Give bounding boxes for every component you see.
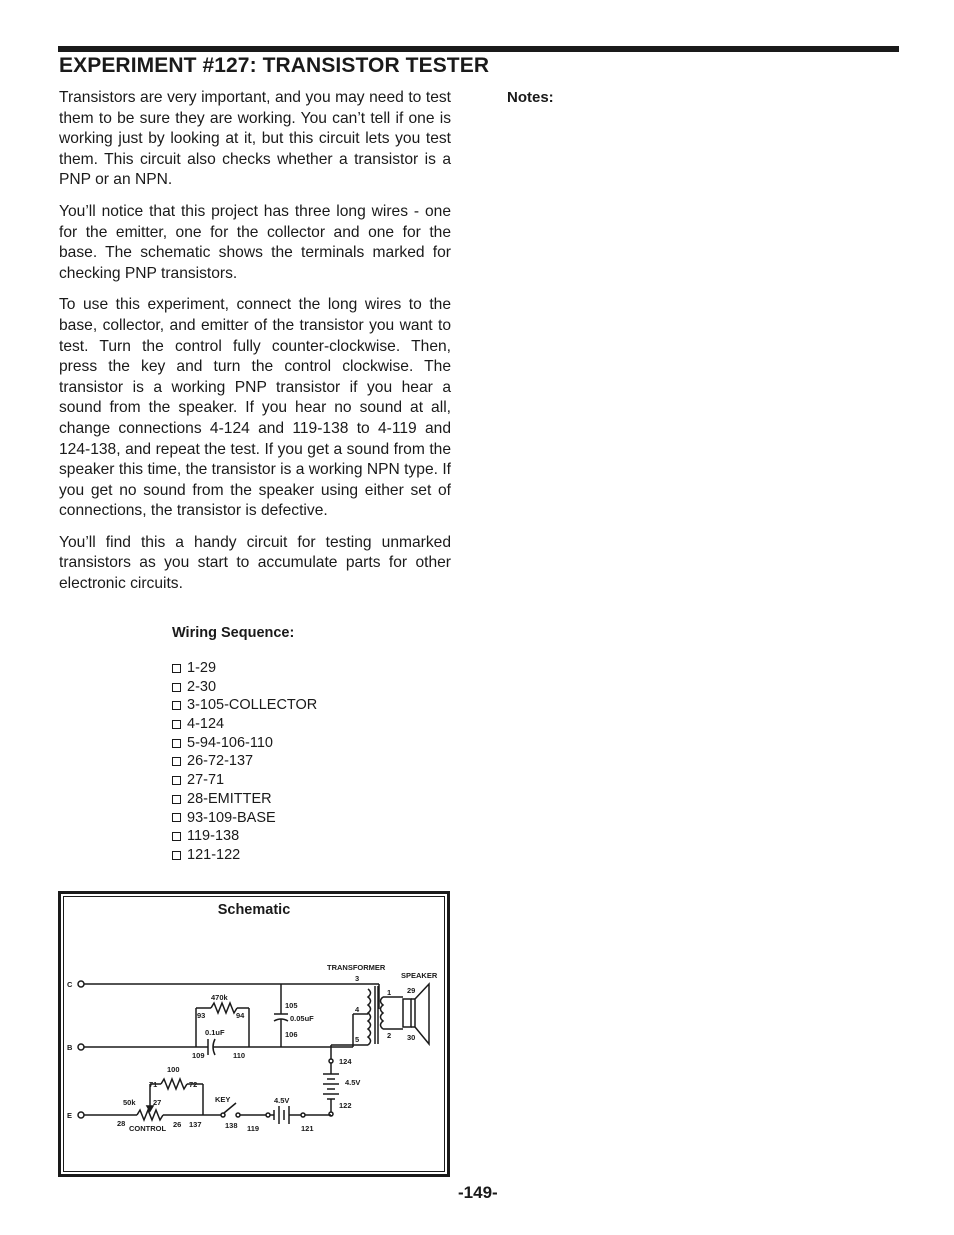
wiring-item-label: 27-71 [187, 772, 225, 789]
label-27: 27 [153, 1098, 162, 1107]
wiring-item-label: 4-124 [187, 716, 225, 733]
paragraph: You’ll notice that this project has three long wires - one for the emitter, one for the collector and one for the base. The schematic shows the terminals marked for checking PNP transistors. [59, 202, 451, 282]
wiring-item [172, 846, 317, 865]
label-t4: 4 [355, 1005, 360, 1014]
label-72: 72 [189, 1080, 198, 1089]
label-bat2: 4.5V [274, 1096, 290, 1105]
paragraph: Transistors are very important, and you may need to test them to be sure they are working. You can’t tell if one is working just by looking at it, but this circuit lets you test them. This circuit also checks whether a transistor is a PNP or an NPN. [59, 89, 451, 189]
wiring-item-label: 121-122 [187, 846, 241, 863]
label-key: KEY [215, 1095, 231, 1104]
wiring-item [172, 790, 317, 809]
checkbox-icon[interactable] [172, 776, 181, 785]
checkbox-icon[interactable] [172, 720, 181, 729]
wiring-item [172, 696, 317, 715]
schematic-diagram [61, 894, 447, 1174]
terminal-e[interactable] [78, 1112, 84, 1118]
label-106: 106 [285, 1030, 298, 1039]
label-t2: 2 [387, 1031, 392, 1040]
speaker-magnet [403, 999, 411, 1027]
label-124: 124 [339, 1057, 352, 1066]
wiring-item-label: 3-105-COLLECTOR [187, 697, 318, 714]
key-switch[interactable] [224, 1103, 236, 1113]
label-t1: 1 [387, 988, 392, 997]
label-93: 93 [197, 1011, 206, 1020]
label-c: C [67, 980, 73, 989]
key-contact [221, 1113, 225, 1117]
terminal-121 [301, 1113, 305, 1117]
notes-label: Notes: [507, 89, 554, 106]
checkbox-icon[interactable] [172, 683, 181, 692]
body-text [59, 88, 451, 606]
checkbox-icon[interactable] [172, 851, 181, 860]
wiring-item [172, 734, 317, 753]
wiring-item [172, 809, 317, 828]
label-71: 71 [149, 1080, 158, 1089]
label-119: 119 [247, 1124, 260, 1133]
wiring-item [172, 827, 317, 846]
wiring-item [172, 752, 317, 771]
checkbox-icon[interactable] [172, 757, 181, 766]
terminal-b[interactable] [78, 1044, 84, 1050]
label-e: E [67, 1111, 73, 1120]
label-100: 100 [167, 1065, 180, 1074]
wiring-item [172, 771, 317, 790]
wiring-item-label: 26-72-137 [187, 753, 254, 770]
label-bat1: 4.5V [345, 1078, 361, 1087]
resistor-100 [161, 1079, 187, 1089]
paragraph: You’ll find this a handy circuit for testing unmarked transistors as you start to accumulate parts for other electronic circuits. [59, 533, 451, 593]
terminal-124 [329, 1059, 333, 1063]
checkbox-icon[interactable] [172, 701, 181, 710]
wiring-item [172, 659, 317, 678]
checkbox-icon[interactable] [172, 739, 181, 748]
label-122: 122 [339, 1101, 352, 1110]
label-138: 138 [225, 1121, 238, 1130]
checkbox-icon[interactable] [172, 832, 181, 841]
key-contact [236, 1113, 240, 1117]
transformer-secondary-coil [381, 997, 384, 1029]
resistor-470k [211, 1003, 237, 1013]
label-b: B [67, 1043, 73, 1052]
label-94: 94 [236, 1011, 245, 1020]
wiring-item-label: 5-94-106-110 [187, 734, 273, 751]
wiring-title: Wiring Sequence: [172, 625, 295, 641]
schematic-frame [58, 891, 450, 1177]
label-105: 105 [285, 1001, 298, 1010]
label-470k: 470k [211, 993, 228, 1002]
label-s29: 29 [407, 986, 416, 995]
top-rule [58, 46, 899, 52]
label-s30: 30 [407, 1033, 416, 1042]
label-109: 109 [192, 1051, 205, 1060]
label-26: 26 [173, 1120, 182, 1129]
wiring-item [172, 678, 317, 697]
wiring-item-label: 1-29 [187, 660, 217, 676]
label-t3: 3 [355, 974, 360, 983]
label-transformer: TRANSFORMER [327, 963, 386, 972]
label-28: 28 [117, 1119, 126, 1128]
wiring-list [172, 659, 317, 865]
terminal-119 [266, 1113, 270, 1117]
checkbox-icon[interactable] [172, 664, 181, 673]
wiring-sequence [172, 625, 317, 865]
label-0-05uf: 0.05uF [290, 1014, 314, 1023]
label-speaker: SPEAKER [401, 971, 438, 980]
schematic-title: Schematic [217, 902, 291, 918]
wiring-item-label: 28-EMITTER [187, 790, 272, 807]
page-number: -149- [458, 1183, 498, 1202]
wiring-item-label: 93-109-BASE [187, 809, 276, 826]
transformer-primary-coil [368, 989, 371, 1045]
wiring-item [172, 715, 317, 734]
wiring-item-label: 119-138 [187, 828, 240, 845]
label-121: 121 [301, 1124, 314, 1133]
label-110: 110 [233, 1051, 246, 1060]
label-control: CONTROL [129, 1124, 167, 1133]
terminal-c[interactable] [78, 981, 84, 987]
speaker-cone [415, 984, 429, 1044]
label-0-1uf: 0.1uF [205, 1028, 225, 1037]
paragraph: To use this experiment, connect the long wires to the base, collector, and emitter of the transistor you want to test. Turn the control fully counter-clockwise. Then, press the key and turn the control clockwise. The transistor is a working PNP transistor if you hear a sound from the speaker. If you hear no sound at all, change connections 4-124 and 119-138 to 4-119 and 124-138, and repeat the test. If you get a sound from the speaker this time, the transistor is a working NPN type. If you get no sound from the speaker using either set of connections, the transistor is defective. [59, 296, 451, 520]
page-title: EXPERIMENT #127: TRANSISTOR TESTER [59, 54, 490, 77]
checkbox-icon[interactable] [172, 813, 181, 822]
wiring-item-label: 2-30 [187, 678, 217, 695]
label-50k: 50k [123, 1098, 136, 1107]
label-137: 137 [189, 1120, 202, 1129]
label-t5: 5 [355, 1035, 360, 1044]
checkbox-icon[interactable] [172, 795, 181, 804]
